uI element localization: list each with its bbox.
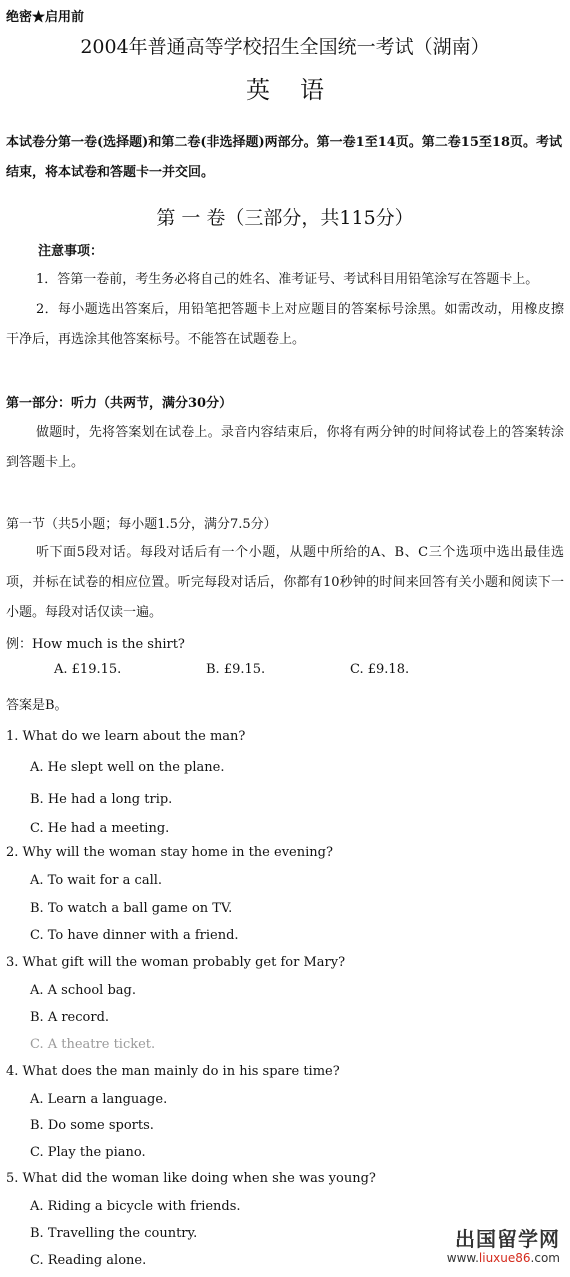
watermark-name: 出国留学网	[455, 1227, 560, 1251]
watermark-url	[447, 1251, 560, 1265]
question-1: 1. What do we learn about the man?	[6, 729, 246, 744]
section1-heading: 第一节（共5小题；每小题1.5分，满分7.5分）	[6, 517, 277, 532]
question-4: 4. What does the man mainly do in his spare time?	[6, 1064, 340, 1079]
watermark-url-suffix: .com	[530, 1251, 560, 1265]
notice-heading: 注意事项：	[38, 244, 104, 259]
question-5-option-b: B. Travelling the country.	[30, 1226, 198, 1241]
section1-description: 听下面5段对话。每段对话后有一个小题，从题中所给的A、B、C三个选项中选出最佳选项，并标在试卷的相应位置。听完每段对话后，你都有10秒钟的时间来回答有关小题和阅读下一小题。每段对话仅读一遍。	[6, 545, 564, 620]
question-4-option-c: C. Play the piano.	[30, 1145, 146, 1160]
question-3-option-b: B. A record.	[30, 1010, 110, 1025]
question-4-option-b: B. Do some sports.	[30, 1118, 154, 1133]
example-answer: 答案是B。	[6, 698, 68, 713]
question-1-option-c: C. He had a meeting.	[30, 821, 170, 836]
notice-item: 2．每小题选出答案后，用铅笔把答题卡上对应题目的答案标号涂黑。如需改动，用橡皮擦干净后，再选涂其他答案标号。不能答在试题卷上。	[6, 302, 564, 347]
question-2-option-a: A. To wait for a call.	[30, 873, 163, 888]
question-2: 2. Why will the woman stay home in the evening?	[6, 845, 333, 860]
question-5-option-a: A. Riding a bicycle with friends.	[30, 1199, 241, 1214]
example-option-a: A. £19.15.	[54, 662, 122, 677]
question-1-option-a: A. He slept well on the plane.	[30, 760, 225, 775]
question-4-option-a: A. Learn a language.	[30, 1092, 168, 1107]
question-1-option-b: B. He had a long trip.	[30, 792, 173, 807]
question-3: 3. What gift will the woman probably get for Mary?	[6, 955, 346, 970]
secret-note: 绝密★启用前	[6, 10, 85, 25]
exam-intro: 本试卷分第一卷(选择题)和第二卷(非选择题)两部分。第一卷1至14页。第二卷15至18页。考试结束，将本试卷和答题卡一并交回。	[6, 135, 563, 180]
example-question: 例：How much is the shirt?	[6, 637, 185, 652]
watermark-url-brand: liuxue86	[478, 1251, 531, 1265]
question-5: 5. What did the woman like doing when she was young?	[6, 1171, 376, 1186]
question-3-option-c: C. A theatre ticket.	[30, 1037, 156, 1052]
part1-description: 做题时，先将答案划在试卷上。录音内容结束后，你将有两分钟的时间将试卷上的答案转涂到答题卡上。	[6, 425, 564, 470]
site-watermark	[426, 1223, 564, 1269]
watermark-url-prefix: www.	[446, 1251, 479, 1265]
exam-title: 2004年普通高等学校招生全国统一考试（湖南）	[80, 36, 490, 58]
volume1-title: 第 一 卷（三部分，共115分）	[156, 207, 414, 229]
example-option-b: B. £9.15.	[206, 662, 266, 677]
question-5-option-c: C. Reading alone.	[30, 1253, 147, 1268]
subject-title: 英语	[246, 76, 354, 104]
part1-heading: 第一部分：听力（共两节，满分30分）	[6, 396, 233, 411]
question-2-option-c: C. To have dinner with a friend.	[30, 928, 239, 943]
notice-item: 1．答第一卷前，考生务必将自己的姓名、准考证号、考试科目用铅笔涂写在答题卡上。	[36, 272, 539, 287]
question-3-option-a: A. A school bag.	[30, 983, 136, 998]
example-option-c: C. £9.18.	[350, 662, 410, 677]
question-2-option-b: B. To watch a ball game on TV.	[30, 901, 233, 916]
